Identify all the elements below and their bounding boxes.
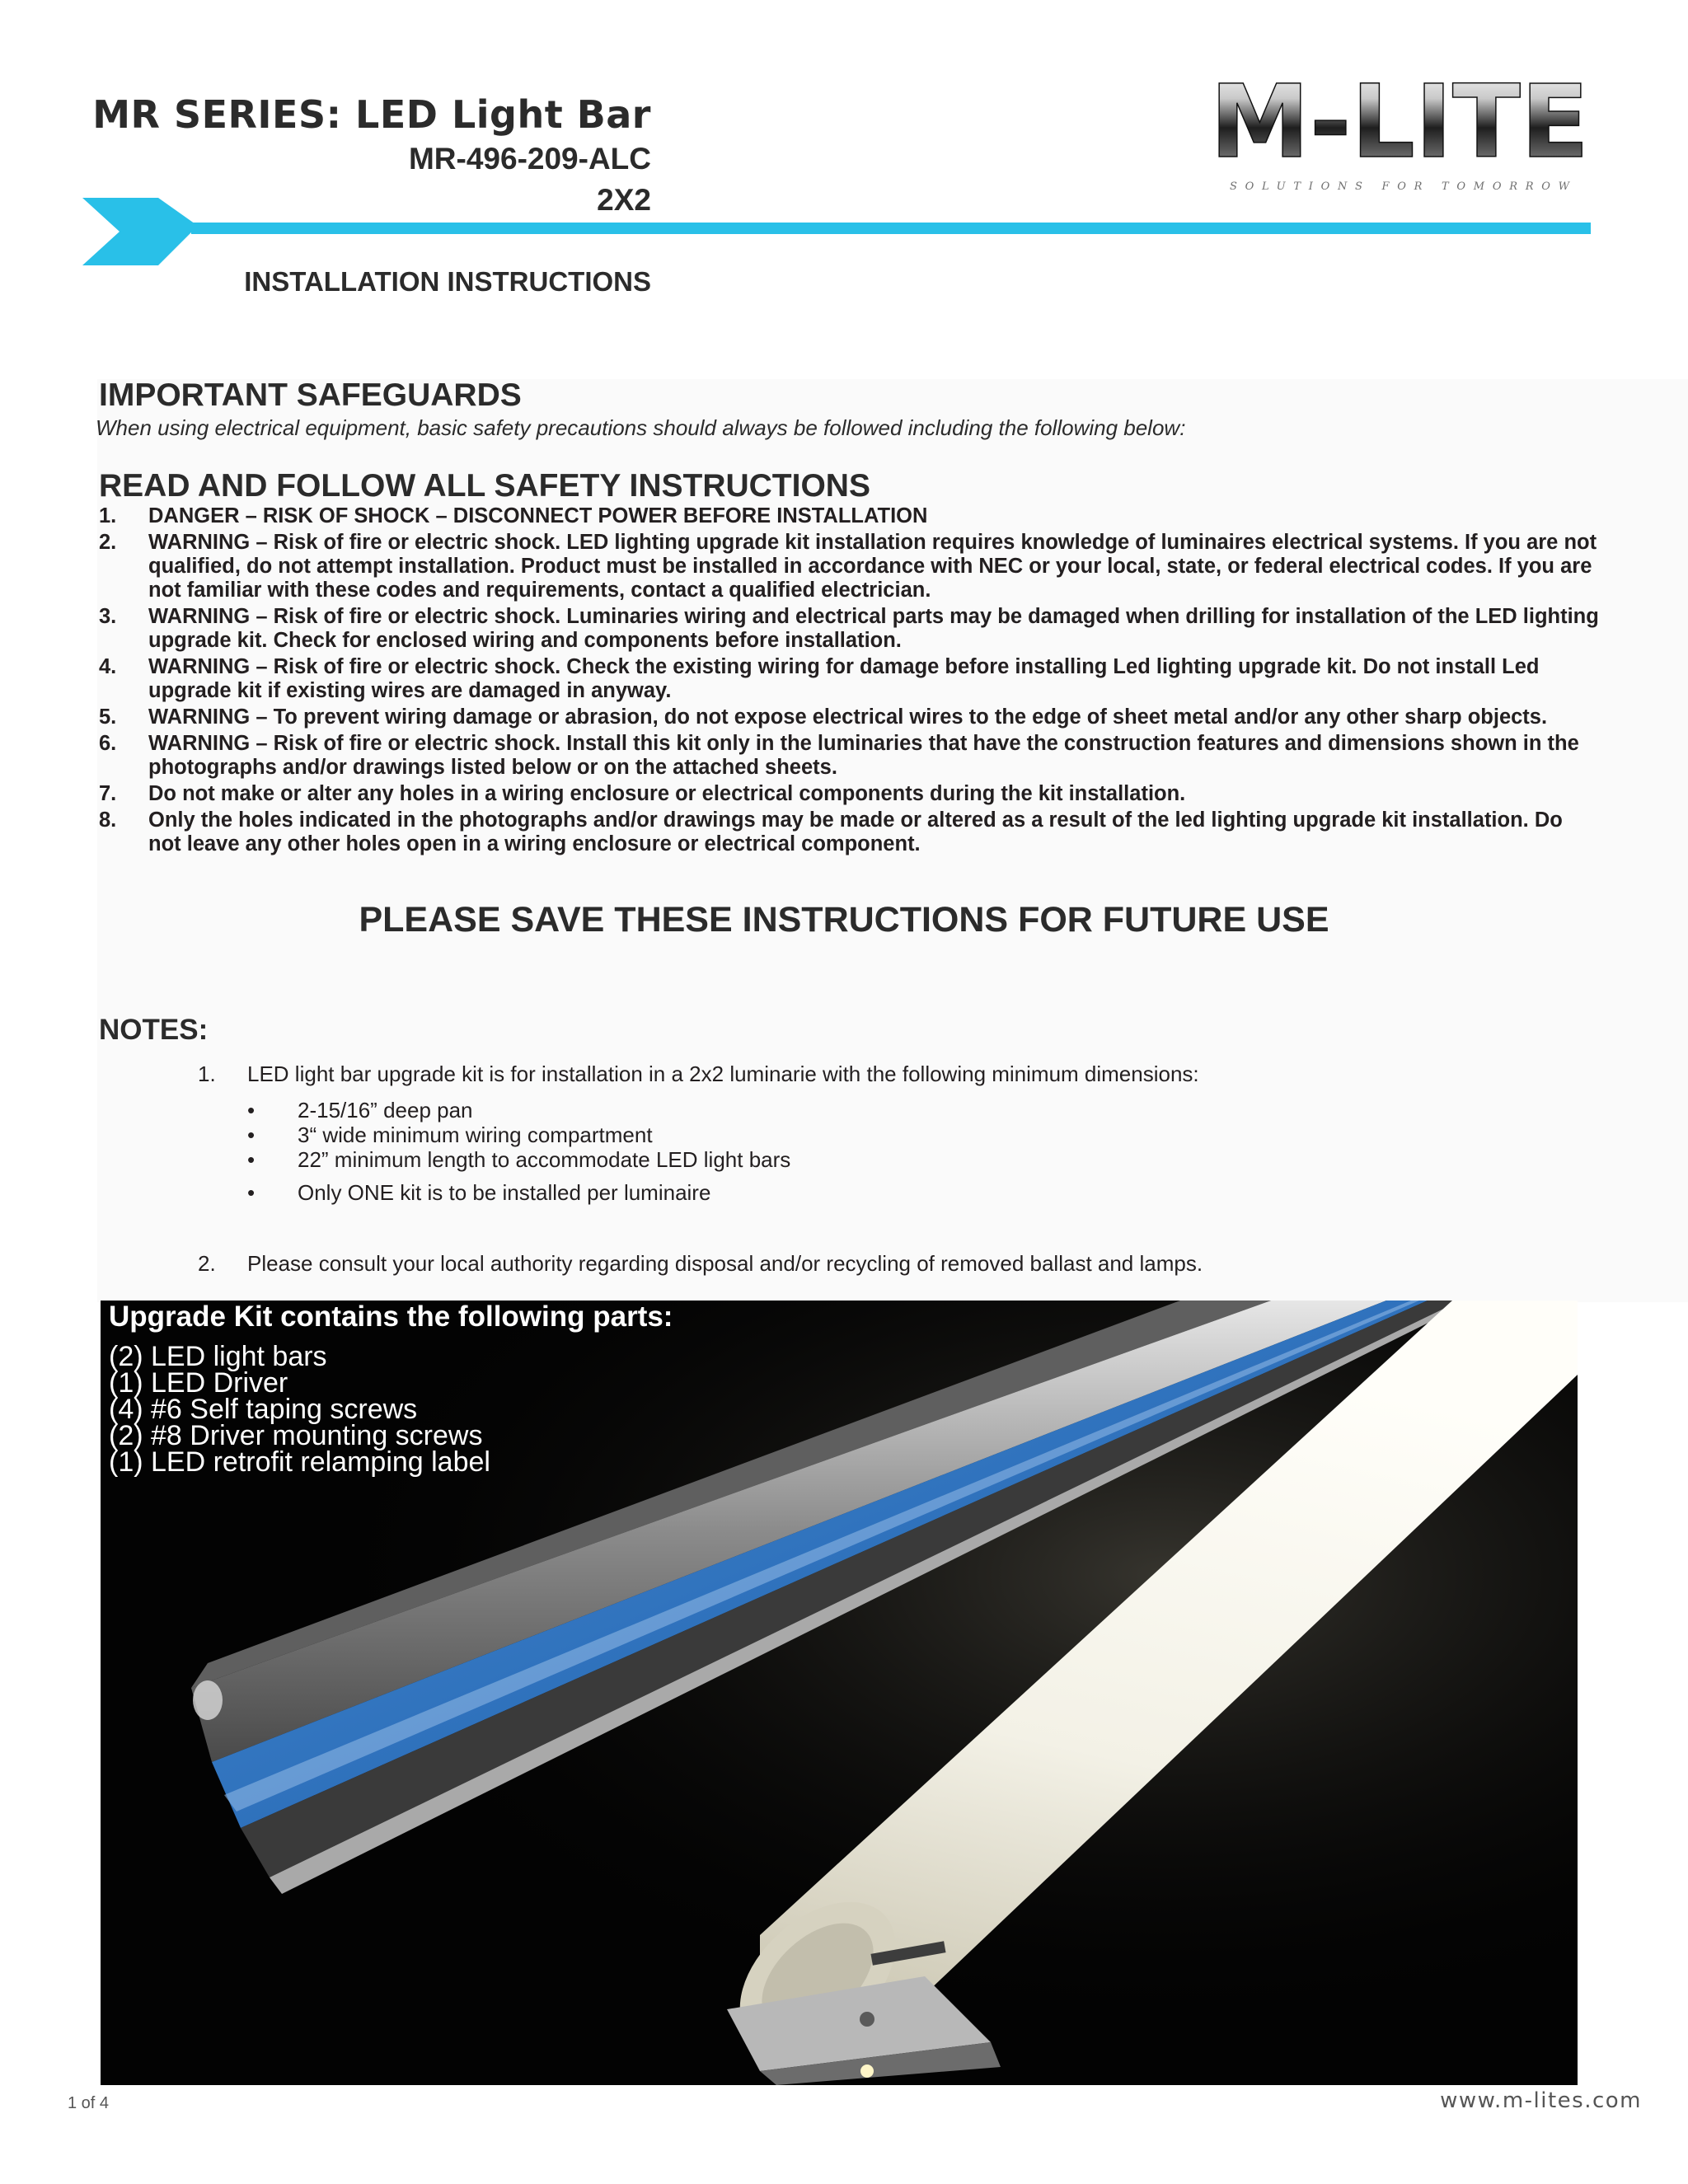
item-number: 5. [99,705,117,729]
installation-heading: INSTALLATION INSTRUCTIONS [244,266,651,297]
note-text: Please consult your local authority regarding disposal and/or recycling of removed ballast and lamps. [247,1251,1203,1276]
list-item: (1) LED retrofit relamping label [109,1446,490,1478]
header-banner-arrow [82,198,1591,265]
note-2 [198,1251,1203,1277]
item-text: DANGER – RISK OF SHOCK – DISCONNECT POWER BEFORE INSTALLATION [148,504,928,527]
list-item: (1) LED Driver [109,1367,288,1399]
note-number: 2. [198,1251,216,1276]
item-number: 8. [99,808,117,832]
item-text: Do not make or alter any holes in a wiring enclosure or electrical components during the kit installation. [148,782,1186,805]
list-item [99,655,1599,703]
model-number: MR-496-209-ALC [408,142,651,176]
note-number: 1. [198,1062,216,1086]
safeguards-heading: IMPORTANT SAFEGUARDS [99,377,522,413]
list-item: (2) #8 Driver mounting screws [109,1420,483,1451]
logo-brand-text: M-LITE [1210,74,1589,180]
item-text: WARNING – Risk of fire or electric shock. Install this kit only in the luminaries that have the construction features and dimensions shown in the photographs and/or drawings listed below or on the attached sheets. [148,732,1579,779]
item-text: Only the holes indicated in the photographs and/or drawings may be made or altered as a result of the led lighting upgrade kit installation. Do not leave any other holes open in a wiring enclosure or electrical component. [148,808,1563,855]
list-item [99,782,1599,806]
save-instructions-notice: PLEASE SAVE THESE INSTRUCTIONS FOR FUTURE USE [359,900,1329,940]
kit-contents-heading: Upgrade Kit contains the following parts: [109,1301,673,1333]
safety-instructions-list [99,504,1599,859]
item-number: 3. [99,605,117,628]
list-item: (4) #6 Self taping screws [109,1394,418,1425]
safeguards-intro: When using electrical equipment, basic safety precautions should always be followed including the following below: [96,415,1186,440]
series-title: MR SERIES: LED Light Bar [92,92,651,137]
bullet: • [247,1098,256,1122]
item-number: 6. [99,732,117,755]
bullet: • [247,1180,256,1205]
notes-heading: NOTES: [99,1014,209,1046]
list-item: • 22” minimum length to accommodate LED light bars [247,1147,791,1172]
m-lite-logo [1203,74,1599,206]
item-number: 1. [99,504,117,527]
fixture-size: 2X2 [597,183,651,217]
product-photo [101,1301,1578,2085]
list-item: • 2-15/16” deep pan [247,1098,473,1122]
kit-parts-list [109,1341,490,1478]
website-url[interactable]: www.m-lites.com [1440,2088,1642,2113]
safety-heading: READ AND FOLLOW ALL SAFETY INSTRUCTIONS [99,468,870,504]
note-1 [198,1062,1199,1087]
page-number: 1 of 4 [68,2094,110,2112]
list-item: • Only ONE kit is to be installed per luminaire [247,1180,711,1205]
dimension-bullet-list [247,1098,790,1205]
bullet: • [247,1147,256,1172]
list-item [99,808,1599,856]
list-item [99,504,1599,528]
list-item [99,531,1599,602]
list-item [99,732,1599,780]
list-item: (2) LED light bars [109,1341,327,1372]
item-number: 4. [99,655,117,678]
list-item [99,705,1599,729]
item-text: WARNING – Risk of fire or electric shock. Luminaries wiring and electrical parts may be damaged when drilling for installation of the LED lighting upgrade kit. Check for enclosed wiring and components before installation. [148,605,1599,652]
note-text: LED light bar upgrade kit is for installation in a 2x2 luminarie with the following minimum dimensions: [247,1062,1199,1086]
item-text: WARNING – Risk of fire or electric shock. Check the existing wiring for damage before installing Led lighting upgrade kit. Do not install Led upgrade kit if existing wires are damaged in anyway. [148,655,1540,702]
item-number: 7. [99,782,117,805]
list-item [99,605,1599,653]
item-number: 2. [99,531,117,554]
logo-tagline: SOLUTIONS FOR TOMORROW [1230,180,1569,193]
item-text: WARNING – To prevent wiring damage or abrasion, do not expose electrical wires to the edge of sheet metal and/or any other sharp objects. [148,705,1548,729]
list-item: • 3“ wide minimum wiring compartment [247,1122,653,1147]
bullet: • [247,1122,256,1147]
item-text: WARNING – Risk of fire or electric shock. LED lighting upgrade kit installation requires knowledge of luminaires electrical systems. If you are not qualified, do not attempt installation. Product must be installed in accordance with NEC or your local, state, or federal electrical codes. If you are not familiar with these codes and requirements, contact a qualified electrician. [148,531,1597,602]
